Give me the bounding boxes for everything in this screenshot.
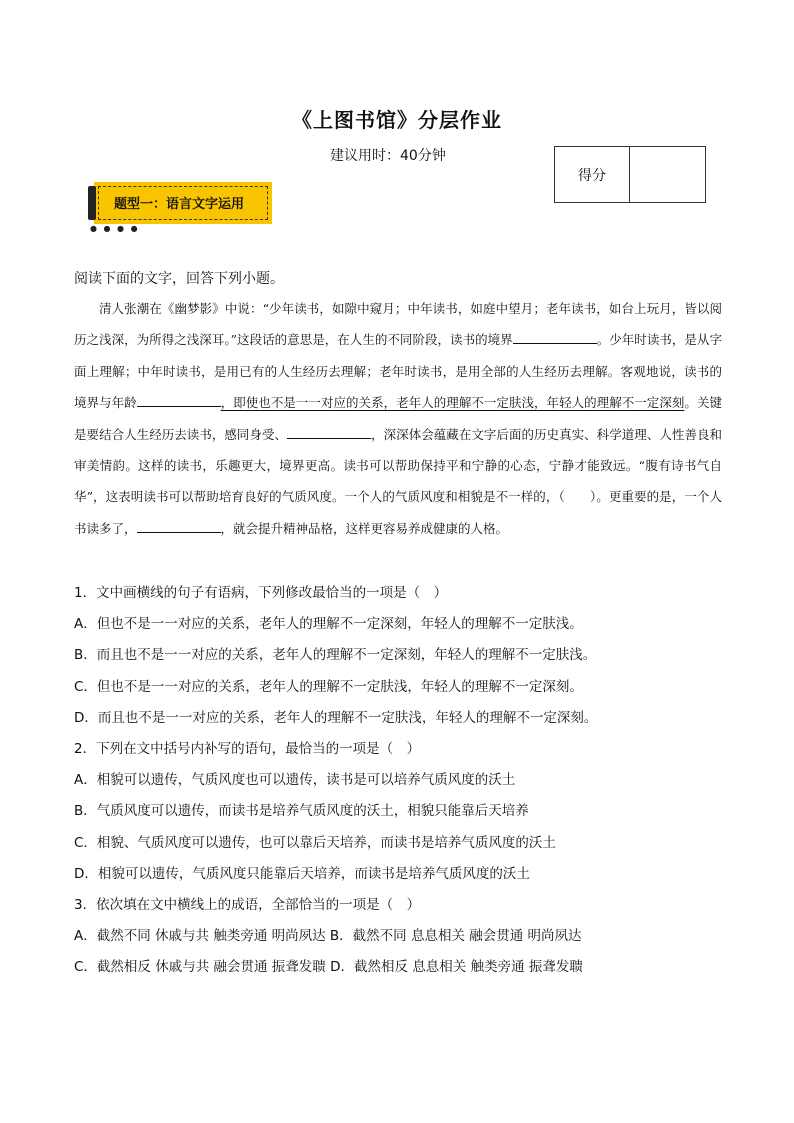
suggested-time: 建议用时：40分钟 bbox=[330, 148, 446, 164]
passage-text-4: ，深深体会蕴藏在文字后面的历史真实、科学道理、人性善良和审美情韵。这样的读书，乐趣更大，境界更高。读书可以帮助保持平和宁静的心态，宁静才能致远。“腹有诗书气自华”，这表明读书可以帮助培育良好的气质风度。一个人的气质风度和相貌是不一样的，（ ）。更重要的是，一个人书读多了， bbox=[74, 426, 722, 536]
question-1-option-c[interactable]: C．但也不是一一对应的关系，老年人的理解不一定肤浅，年轻人的理解不一定深刻。 bbox=[74, 678, 583, 695]
score-value-cell[interactable] bbox=[630, 147, 705, 202]
fill-blank-3[interactable] bbox=[287, 426, 371, 439]
question-3-stem: 3．依次填在文中横线上的成语，全部恰当的一项是（ ） bbox=[74, 896, 421, 913]
question-2-option-b[interactable]: B．气质风度可以遗传，而读书是培养气质风度的沃土，相貌只能靠后天培养 bbox=[74, 803, 529, 820]
question-1-option-a[interactable]: A．但也不是一一对应的关系，老年人的理解不一定深刻，年轻人的理解不一定肤浅。 bbox=[74, 616, 583, 633]
section-badge-label: 题型一：语言文字运用 bbox=[114, 197, 245, 212]
question-2-option-a[interactable]: A．相貌可以遗传，气质风度也可以遗传，读书是可以培养气质风度的沃土 bbox=[74, 772, 516, 789]
passage-text-2: 。少年时读书，是从字面上理解；中年时读书，是用已有的人生经历去理解；老年时读书，是用全部的人生经历去理解。客观地说，读书的境界与年龄 bbox=[74, 332, 722, 411]
underlined-sentence: ，即使也不是一一对应的关系，老年人的理解不一定肤浅，年轻人的理解不一定深刻 bbox=[220, 395, 685, 411]
passage-text-5: ，就会提升精神品格，这样更容易养成健康的人格。 bbox=[220, 520, 509, 536]
passage-text-1: 清人张潮在《幽梦影》中说：“少年读书，如隙中窥月；中年读书，如庭中望月；老年读书，如台上玩月，皆以阅历之浅深，为所得之浅深耳。”这段话的意思是，在人生的不同阶段，读书的境界 bbox=[74, 301, 722, 348]
question-3-options-cd[interactable]: C．截然相反 休戚与共 融会贯通 振聋发聩 D．截然相反 息息相关 触类旁通 振聋发聩 bbox=[74, 959, 583, 976]
page-title: 《上图书馆》分层作业 bbox=[292, 108, 502, 132]
question-2-option-d[interactable]: D．相貌可以遗传，气质风度只能靠后天培养，而读书是培养气质风度的沃土 bbox=[74, 865, 530, 882]
instruction-text: 阅读下面的文字，回答下列小题。 bbox=[74, 271, 284, 287]
fill-blank-4[interactable] bbox=[137, 520, 221, 533]
questions-section bbox=[74, 578, 734, 983]
reading-passage bbox=[74, 293, 722, 544]
decorative-dots: ● ● ● ● bbox=[90, 224, 140, 233]
badge-tab bbox=[88, 186, 96, 220]
passage-text-3: 。关键是要结合人生经历去读书，感同身受、 bbox=[74, 395, 722, 442]
score-box bbox=[554, 146, 706, 203]
question-1-option-d[interactable]: D．而且也不是一一对应的关系，老年人的理解不一定肤浅，年轻人的理解不一定深刻。 bbox=[74, 709, 598, 726]
question-3-options-ab[interactable]: A．截然不同 休戚与共 触类旁通 明尚夙达 B．截然不同 息息相关 融会贯通 明尚夙达 bbox=[74, 928, 582, 945]
passage-paragraph bbox=[74, 293, 722, 544]
question-2-stem: 2．下列在文中括号内补写的语句，最恰当的一项是（ ） bbox=[74, 740, 421, 757]
question-2-option-c[interactable]: C．相貌、气质风度可以遗传，也可以靠后天培养，而读书是培养气质风度的沃土 bbox=[74, 834, 556, 851]
question-1-stem: 1．文中画横线的句子有语病，下列修改最恰当的一项是（ ） bbox=[74, 585, 448, 601]
fill-blank-1[interactable] bbox=[513, 331, 597, 344]
section-badge bbox=[88, 182, 272, 233]
score-label: 得分 bbox=[555, 147, 630, 202]
fill-blank-2[interactable] bbox=[137, 394, 221, 407]
question-1-option-b[interactable]: B．而且也不是一一对应的关系，老年人的理解不一定深刻，年轻人的理解不一定肤浅。 bbox=[74, 647, 597, 664]
